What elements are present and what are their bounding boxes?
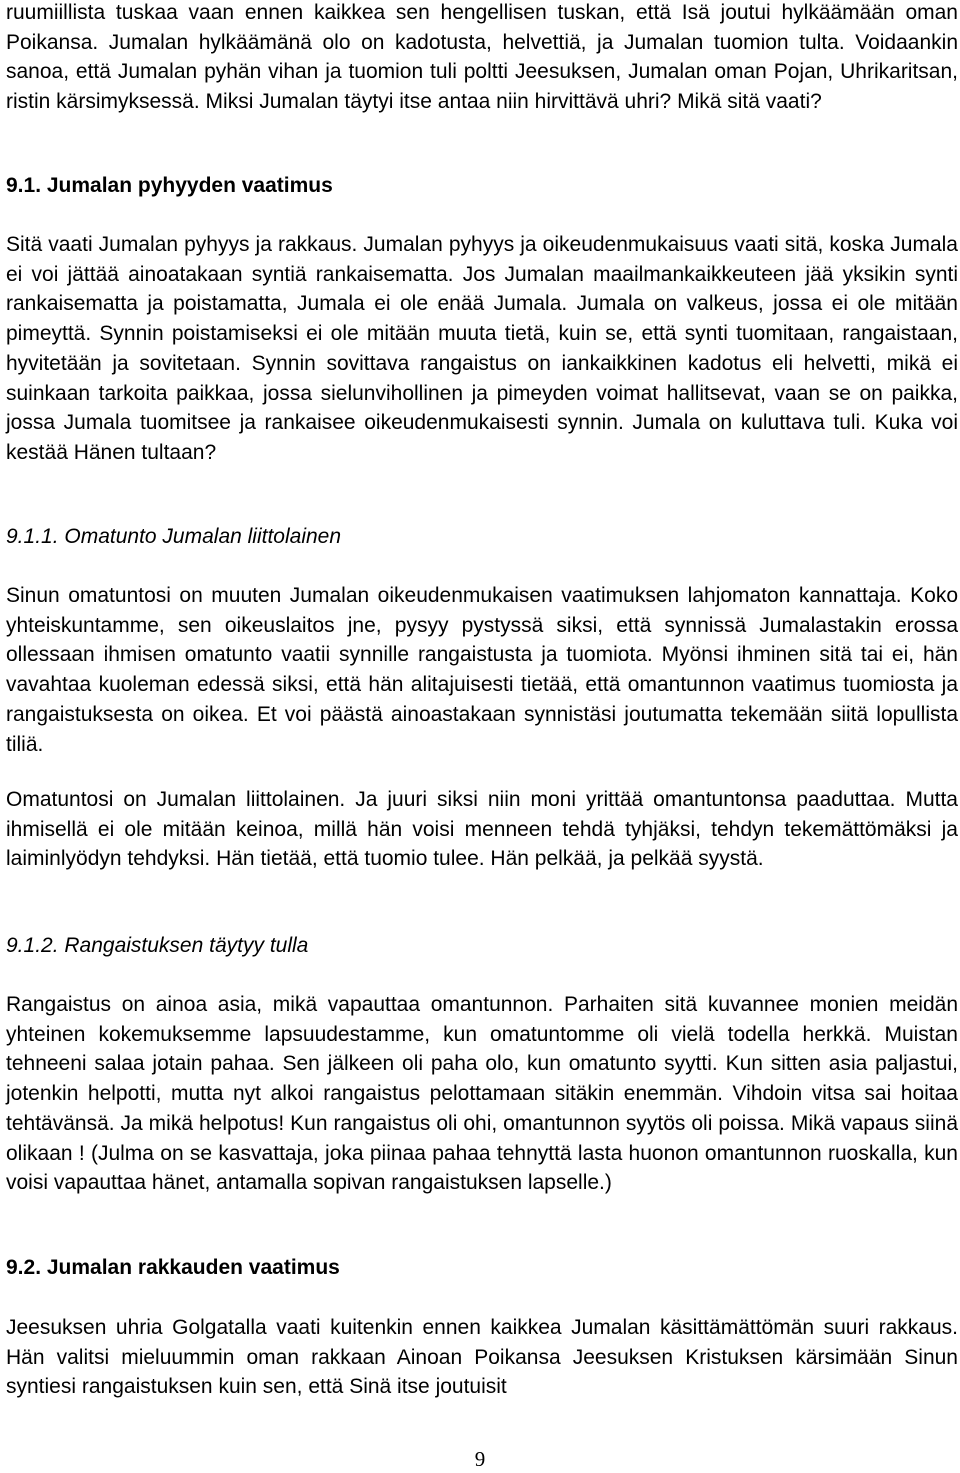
- section-heading-9-1: 9.1. Jumalan pyhyyden vaatimus: [6, 174, 333, 197]
- paragraph-rangaistus: Rangaistus on ainoa asia, mikä vapauttaa omantunnon. Parhaiten sitä kuvannee monien meidän yhteinen kokemuksemme lapsuudestamme, kun omatuntomme oli vielä todella herkkä. Muistan tehneeni salaa jotain pahaa. Sen jälkeen oli paha olo, kun omatunto syytti. Kun sitten asia paljastui, jotenkin helpotti, mutta nyt alkoi rangaistus pelottamaan sitäkin enemmän. Vihdoin vitsa sai hoitaa tehtävänsä. Ja mikä helpotus! Kun rangaistus oli ohi, omantunnon syytös oli poissa. Mikä vapaus siinä olikaan ! (Julma on se kasvattaja, joka piinaa pahaa tehnyttä lasta huonon omantunnon ruoskalla, kun voisi vapauttaa hänet, antamalla sopivan rangaistuksen lapselle.): [6, 993, 958, 1195]
- subsection-heading-9-1-2: 9.1.2. Rangaistuksen täytyy tulla: [6, 934, 309, 957]
- subsection-heading-9-1-1: 9.1.1. Omatunto Jumalan liittolainen: [6, 525, 342, 548]
- page-number: 9: [474, 1447, 486, 1471]
- paragraph-pyhyys: Sitä vaati Jumalan pyhyys ja rakkaus. Jumalan pyhyys ja oikeudenmukaisuus vaati sitä, koska Jumala ei voi jättää ainoatakaan syntiä rankaisematta. Jos Jumalan maailmankaikkeuteen jää yksikin synti rankaisematta ja poistamatta, Jumala ei ole enää Jumala. Jumala on valkeus, jossa ei ole mitään pimeyttä. Synnin poistamiseksi ei ole mitään muuta tietä, kuin se, että synti tuomitaan, rangaistaan, hyvitetään ja sovitetaan. Synnin sovittava rangaistus on iankaikkinen kadotus eli helvetti, mikä ei suinkaan tarkoita paikkaa, jossa sielunvihollinen ja pimeyden voimat hallitsevat, vaan se on paikka, jossa Jumala tuomitsee ja rankaisee oikeudenmukaisesti synnin. Jumala on kuluttava tuli. Kuka voi kestää Hänen tultaan?: [6, 233, 958, 464]
- paragraph-omatunto-2: Omatuntosi on Jumalan liittolainen. Ja juuri siksi niin moni yrittää omantuntonsa paaduttaa. Mutta ihmisellä ei ole mitään keinoa, millä hän voisi menneen tehdä tyhjäksi, tehdyn tekemättömäksi ja laiminlyödyn tehdyksi. Hän tietää, että tuomio tulee. Hän pelkää, ja pelkää syystä.: [6, 788, 958, 871]
- paragraph-omatunto-1: Sinun omatuntosi on muuten Jumalan oikeudenmukaisen vaatimuksen lahjomaton kannattaja. Koko yhteiskuntamme, sen oikeuslaitos jne, pysyy pystyssä siksi, että synnissä Jumalastakin erossa ollessaan ihmisen omatunto vaatii synnille rangaistusta ja tuomiota. Myönsi ihminen sitä tai ei, hän vavahtaa kuoleman edessä siksi, että hän alitajuisesti tietää, että omantunnon vaatimus tuomiosta ja rangaistuksesta on oikea. Et voi päästä ainoastakaan synnistäsi joutumatta tekemään siitä lopullista tiliä.: [6, 584, 958, 756]
- paragraph-intro: ruumiillista tuskaa vaan ennen kaikkea sen hengellisen tuskan, että Isä joutui hylkäämään oman Poikansa. Jumalan hylkäämänä olo on kadotusta, helvettiä, ja Jumalan tuomion tulta. Voidaankin sanoa, että Jumalan pyhän vihan ja tuomion tuli poltti Jeesuksen, Jumalan oman Pojan, Uhrikaritsan, ristin kärsimyksessä. Miksi Jumalan täytyi itse antaa niin hirvittävä uhri? Mikä sitä vaati?: [6, 1, 958, 114]
- paragraph-rakkaus: Jeesuksen uhria Golgatalla vaati kuitenkin ennen kaikkea Jumalan käsittämättömän suuri rakkaus. Hän valitsi mieluummin oman rakkaan Ainoan Poikansa Jeesuksen Kristuksen kärsimään Sinun syntiesi rangaistuksen kuin sen, että Sinä itse joutuisit: [6, 1316, 958, 1399]
- section-heading-9-2: 9.2. Jumalan rakkauden vaatimus: [6, 1256, 340, 1279]
